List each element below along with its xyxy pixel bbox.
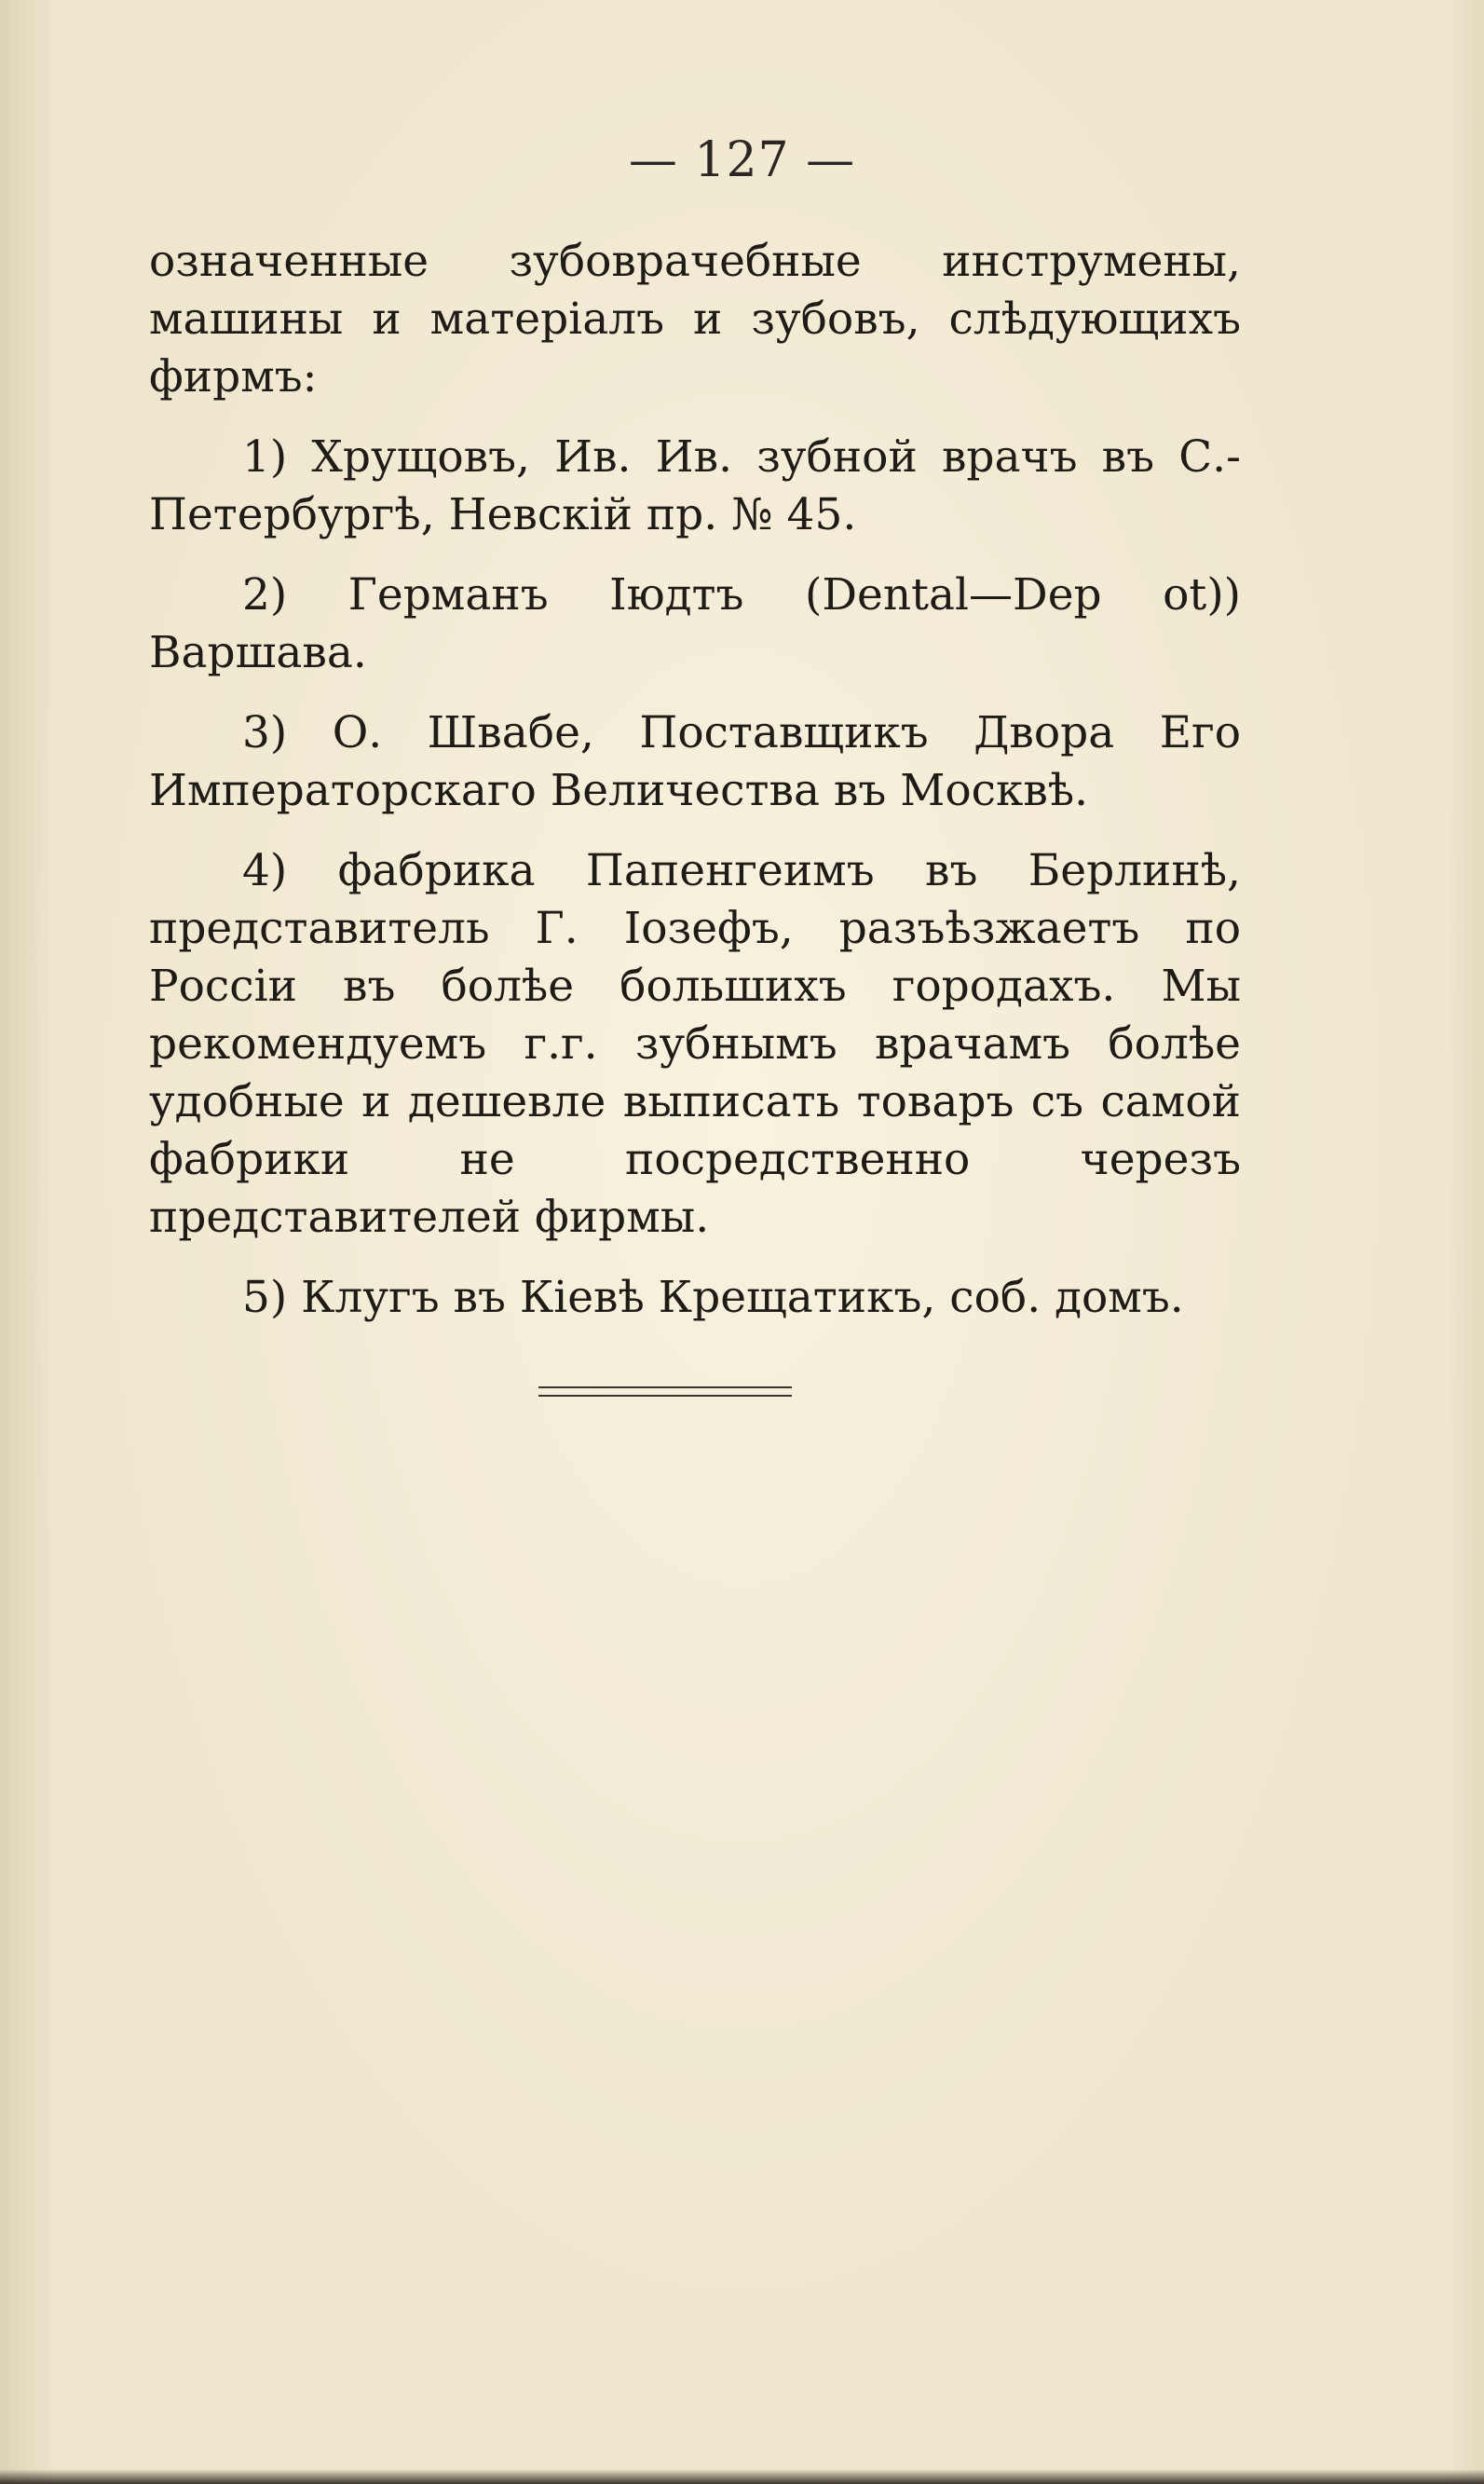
firm-item-1: 1) Хрущовъ, Ив. Ив. зубной врачъ въ С.-Петербургѣ, Невскій пр. № 45.	[149, 431, 1241, 540]
section-divider-bottom-rule	[538, 1395, 792, 1397]
section-divider-top-rule	[538, 1386, 792, 1388]
page-edge-shadow	[0, 2469, 1484, 2484]
firm-item-5: 5) Клугъ въ Кіевѣ Крещатикъ, соб. домъ.	[242, 1272, 1184, 1323]
firm-item-2: 2) Германъ Іюдтъ (Dental—Dep ot)) Варшава.	[149, 569, 1241, 678]
body-text	[149, 233, 1241, 1349]
page-number: — 127 —	[628, 132, 856, 188]
firm-item-3: 3) О. Швабе, Поставщикъ Двора Его Императорскаго Величества въ Москвѣ.	[149, 707, 1241, 816]
intro-paragraph: означенные зубоврачебные инструмены, машины и матеріалъ и зубовъ, слѣдующихъ фирмъ:	[149, 236, 1241, 403]
firm-item-4: 4) фабрика Папенгеимъ въ Берлинѣ, представитель Г. Іозефъ, разъѣзжаетъ по Россіи въ болѣе большихъ городахъ. Мы рекомендуемъ г.г. зубнымъ врачамъ болѣе удобные и дешевле выписать товаръ съ самой фабрики не посредственно черезъ представителей фирмы.	[149, 845, 1241, 1243]
